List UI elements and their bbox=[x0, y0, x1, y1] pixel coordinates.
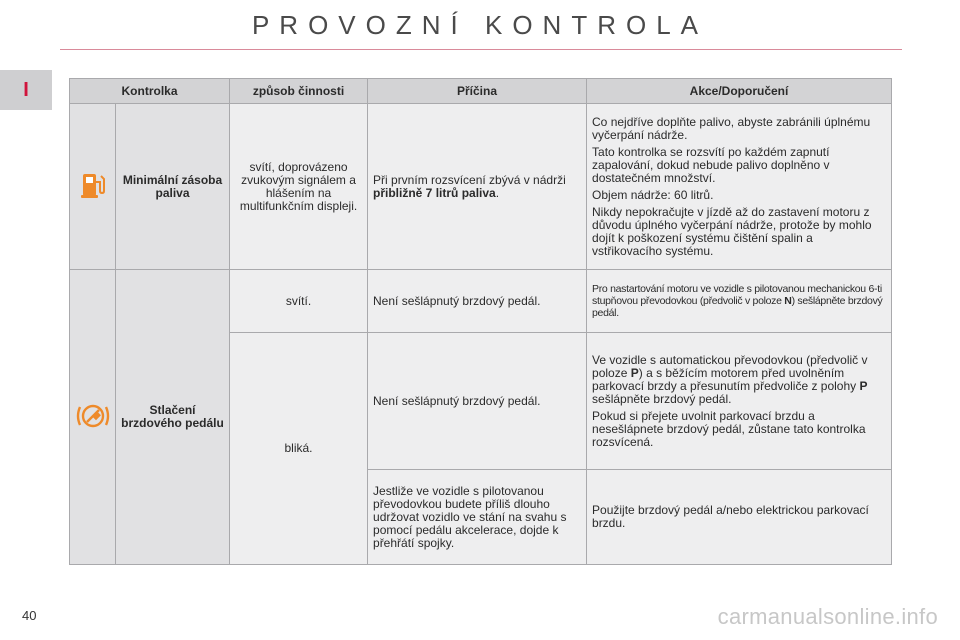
brake-action-lit-bold: N bbox=[784, 295, 792, 307]
brake-action-flash-p1-c: ) a s běžícím motorem před uvolněním parkovací brzdy a přesunutím předvoliče z polohy bbox=[592, 365, 860, 393]
brake-action-clutch: Použijte brzdový pedál a/nebo elektrickou parkovací brzdu. bbox=[587, 470, 892, 565]
chapter-tab[interactable] bbox=[0, 70, 52, 110]
fuel-pump-icon bbox=[80, 170, 106, 203]
fuel-action-p2: Tato kontrolka se rozsvítí po každém zapnutí zapalování, dokud nebude palivo doplněno v dostatečném množství. bbox=[592, 144, 830, 185]
brake-action-flash bbox=[587, 333, 892, 470]
fuel-action-p4: Nikdy nepokračujte v jízdě až do zastavení motoru z důvodu úplného vyčerpání nádrže, protože by mohlo dojít k poškození systému čištění spalin a vstřikovacího systému. bbox=[592, 204, 872, 258]
page-title: PROVOZNÍ KONTROLA bbox=[251, 10, 709, 40]
table-row-brake-lit bbox=[70, 270, 892, 333]
fuel-action-p1: Co nejdříve doplňte palivo, abyste zabránili úplnému vyčerpání nádrže. bbox=[592, 114, 871, 142]
brake-action-flash-p1 bbox=[592, 354, 886, 406]
brake-cause-lit: Není sešlápnutý brzdový pedál. bbox=[368, 270, 587, 333]
table-row-fuel bbox=[70, 104, 892, 270]
table-header-row bbox=[70, 79, 892, 104]
title-divider bbox=[60, 49, 902, 50]
fuel-cause-end: . bbox=[495, 185, 500, 200]
brake-action-lit-text: Pro nastartování motoru ve vozidle s pilotovanou mechanickou 6-ti stupňovou převodovkou (předvolič v poloze bbox=[592, 283, 882, 307]
brake-mode-flash: bliká. bbox=[230, 333, 368, 565]
brake-action-flash-p1-d: sešlápněte brzdový pedál. bbox=[592, 391, 732, 406]
brake-mode-lit: svítí. bbox=[230, 270, 368, 333]
brake-label: Stlačení brzdového pedálu bbox=[116, 270, 230, 565]
header-kontrolka: Kontrolka bbox=[70, 79, 230, 104]
brake-action-lit-end: ) sešlápněte brzdový pedál. bbox=[592, 295, 883, 319]
page-number: 40 bbox=[22, 608, 37, 623]
brake-action-lit bbox=[587, 270, 892, 333]
brake-action-flash-p2: Pokud si přejete uvolnit parkovací brzdu a nesešlápnete brzdový pedál, zůstane tato kontrolka rozsvícená. bbox=[592, 408, 866, 449]
brake-pedal-icon bbox=[75, 402, 111, 433]
fuel-label: Minimální zásoba paliva bbox=[116, 104, 230, 270]
fuel-action-p3: Objem nádrže: 60 litrů. bbox=[592, 187, 714, 202]
fuel-icon-cell bbox=[70, 104, 116, 270]
header-mode: způsob činnosti bbox=[230, 79, 368, 104]
brake-action-flash-p1-b2: P bbox=[859, 378, 868, 393]
brake-cause-flash: Není sešlápnutý brzdový pedál. bbox=[368, 333, 587, 470]
brake-action-flash-p1-a: Ve vozidle s automatickou převodovkou (předvolič v poloze bbox=[592, 352, 868, 380]
brake-icon-cell bbox=[70, 270, 116, 565]
header-cause: Příčina bbox=[368, 79, 587, 104]
fuel-cause-bold: přibližně 7 litrů paliva bbox=[373, 185, 496, 200]
brake-cause-clutch: Jestliže ve vozidle s pilotovanou převodovkou budete příliš dlouho udržovat vozidlo ve stání na svahu s pomocí pedálu akcelerace, dojde k přehřátí spojky. bbox=[368, 470, 587, 565]
fuel-cause-text: Při prvním rozsvícení zbývá v nádrži bbox=[373, 172, 566, 187]
chapter-letter: I bbox=[23, 78, 29, 101]
brake-action-flash-p1-b1: P bbox=[630, 365, 639, 380]
fuel-action bbox=[587, 104, 892, 270]
watermark: carmanualsonline.info bbox=[717, 604, 938, 629]
fuel-mode: svítí, doprovázeno zvukovým signálem a hlášením na multifunkčním displeji. bbox=[230, 104, 368, 270]
header-action: Akce/Doporučení bbox=[587, 79, 892, 104]
warning-lights-table bbox=[69, 78, 892, 565]
fuel-cause bbox=[368, 104, 587, 270]
